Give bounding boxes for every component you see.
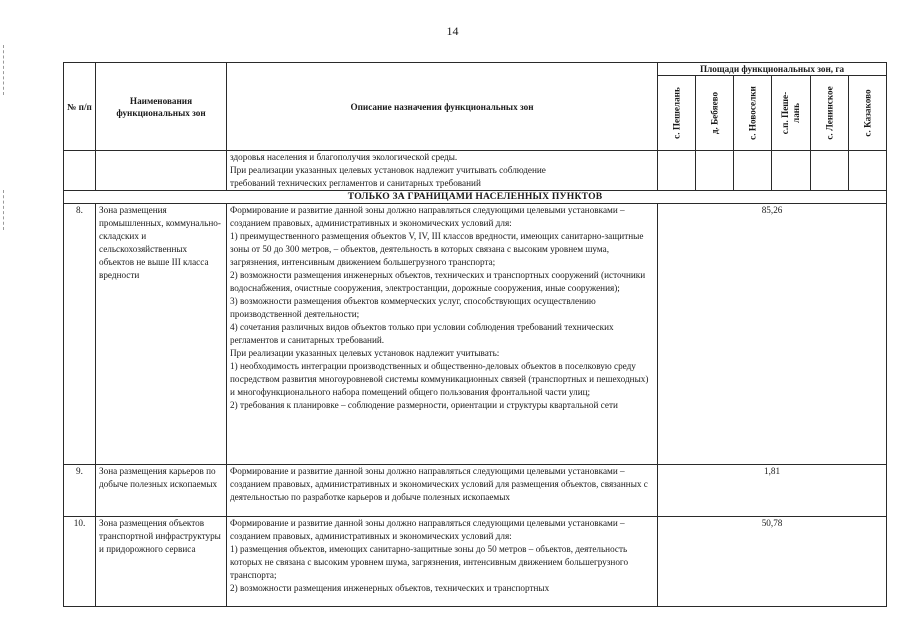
zone-description: Формирование и развитие данной зоны должно направляться следующими целевыми установками – созданием правовых, административных и экономических условий для размещения объектов, связанных с деятельностью по разработке карьеров и добыче полезных ископаемых (227, 465, 658, 517)
zone-name: Зона размещения карьеров по добыче полезных ископаемых (96, 465, 227, 517)
zone-area-value: 1,81 (658, 465, 887, 517)
header-area-peshelan: с. Пешелань (658, 76, 696, 151)
table-row (64, 517, 887, 607)
header-description: Описание назначения функциональных зон (227, 63, 658, 151)
header-zone-name: Наименования функциональных зон (96, 63, 227, 151)
header-area-leninskoe: с. Ленинское (811, 76, 849, 151)
row-number: 10. (64, 517, 96, 607)
zone-description: Формирование и развитие данной зоны должно направляться следующими целевыми установками – созданием правовых, административных и экономических условий для: 1) преимущественного размещения объектов V, IV, III классов вредности, имеющих санитарно-защитные зоны от 50 до 300 метров, – объектов, деятельность в которых связана с высоким уровнем шума, загрязнения, интенсивным движением большегрузного транспорта; 2) возможности размещения инженерных объектов, технических и транспортных сооружений (источники водоснабжения, очистные сооружения, электростанции, дорожные сооружения, иные сооружения); 3) возможности размещения объектов коммерческих услуг, способствующих осуществлению производственной деятельности; 4) сочетания различных видов объектов только при условии соблюдения требований технических регламентов и санитарных требований. При реализации указанных целевых установок надлежит учитывать: 1) необходимость интеграции производственных и общественно-деловых объектов в поселковую среду посредством развития многоуровневой системы коммуникационных связей (транспортных и пешеходных) и многофункционального набора помещений общего пользования фронтальной части улиц; 2) требования к планировке – соблюдение размерности, ориентации и структуры квартальной сети (227, 204, 658, 465)
table-row-continuation (64, 151, 887, 191)
section-header-row (64, 191, 887, 204)
header-area-kazakovo: с. Казаково (849, 76, 887, 151)
zone-name: Зона размещения объектов транспортной инфраструктуры и придорожного сервиса (96, 517, 227, 607)
functional-zones-table (63, 62, 887, 607)
header-area-bebyaevo: д. Бебяево (696, 76, 734, 151)
section-title: ТОЛЬКО ЗА ГРАНИЦАМИ НАСЕЛЕННЫХ ПУНКТОВ (64, 191, 887, 204)
header-area-novoselki: с. Новоселки (734, 76, 772, 151)
table-row (64, 465, 887, 517)
margin-mark (3, 45, 4, 95)
page-number: 14 (446, 24, 459, 38)
margin-mark (3, 190, 4, 230)
continuation-description: здоровья населения и благополучия экологической среды. При реализации указанных целевых установок надлежит учитывать соблюдение требований технических регламентов и санитарных требований (227, 151, 658, 191)
zone-description: Формирование и развитие данной зоны должно направляться следующими целевыми установками – созданием правовых, административных и экономических условий для: 1) размещения объектов, имеющих санитарно-защитные зоны до 50 метров – объектов, деятельность которых не связана с высоким уровнем шума, загрязнения, интенсивным движением большегрузного транспорта; 2) возможности размещения инженерных объектов, технических и транспортных (227, 517, 658, 607)
zone-name: Зона размещения промышленных, коммунально-складских и сельскохозяйственных объектов не выше III класса вредности (96, 204, 227, 465)
header-area-group: Площади функциональных зон, га (658, 63, 887, 76)
row-number: 8. (64, 204, 96, 465)
table-row (64, 204, 887, 465)
header-area-sp-peshelan: с.п. Пеше-лань (772, 76, 811, 151)
header-num: № п/п (64, 63, 96, 151)
zone-area-value: 50,78 (658, 517, 887, 607)
row-number: 9. (64, 465, 96, 517)
zone-area-value: 85,26 (658, 204, 887, 465)
